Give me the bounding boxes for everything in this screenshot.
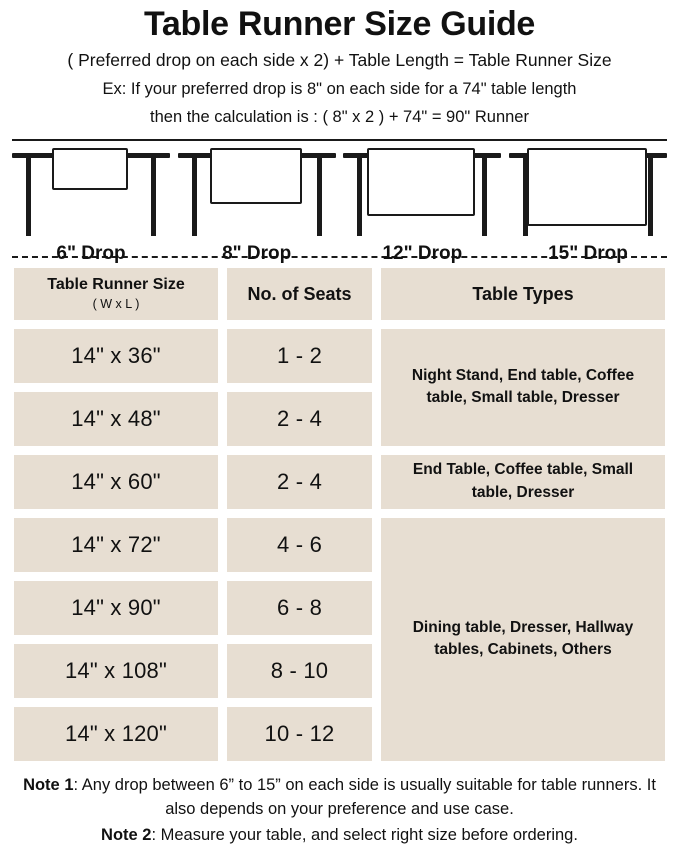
- table-unit-8in: [178, 141, 336, 241]
- size-guide-page: [0, 5, 679, 844]
- note-1-label: Note 1: [23, 775, 74, 794]
- table-unit-6in: [12, 141, 170, 241]
- table-row: 10 - 12: [227, 707, 372, 761]
- table-row: 14" x 108": [14, 644, 218, 698]
- note-2-text: : Measure your table, and select right size before ordering.: [151, 825, 578, 844]
- table-row: 1 - 2: [227, 329, 372, 383]
- table-row: 14" x 36": [14, 329, 218, 383]
- note-1-text: : Any drop between 6” to 15” on each side is usually suitable for table runners. It also depends on your preference and use case.: [73, 775, 656, 818]
- column-seats: [227, 268, 372, 770]
- notes: [10, 774, 669, 848]
- header-table-types: Table Types: [381, 268, 665, 320]
- table-types-group-3: Dining table, Dresser, Hallway tables, Cabinets, Others: [381, 518, 665, 761]
- header-runner-size-sub: ( W x L ): [92, 297, 140, 312]
- runner-shape-15in: [527, 148, 647, 226]
- table-row: 14" x 90": [14, 581, 218, 635]
- drop-diagram: [10, 141, 669, 264]
- column-runner-size: [14, 268, 218, 770]
- column-table-types: [381, 268, 665, 770]
- table-leg-right: [317, 158, 322, 236]
- table-row: 4 - 6: [227, 518, 372, 572]
- table-unit-15in: [509, 141, 667, 241]
- size-table: [10, 268, 669, 770]
- table-leg-right: [482, 158, 487, 236]
- table-types-group-2: End Table, Coffee table, Small table, Dresser: [381, 455, 665, 509]
- table-row: 2 - 4: [227, 455, 372, 509]
- example-line-2: then the calculation is : ( 8" x 2 ) + 74" = 90" Runner: [150, 108, 529, 127]
- drop-label-8in: 8" Drop: [222, 242, 292, 264]
- example-line-1: Ex: If your preferred drop is 8" on each side for a 74" table length: [102, 80, 577, 99]
- drop-label-12in: 12" Drop: [382, 242, 463, 264]
- table-row: 8 - 10: [227, 644, 372, 698]
- page-title: Table Runner Size Guide: [143, 5, 536, 43]
- table-row: 2 - 4: [227, 392, 372, 446]
- runner-shape-8in: [210, 148, 302, 204]
- table-leg-left: [192, 158, 197, 236]
- formula-line: ( Preferred drop on each side x 2) + Table Length = Table Runner Size: [67, 50, 612, 71]
- header-runner-size-label: Table Runner Size: [47, 275, 185, 293]
- table-leg-left: [26, 158, 31, 236]
- runner-shape-12in: [367, 148, 475, 216]
- runner-shape-6in: [52, 148, 128, 190]
- table-row: 14" x 48": [14, 392, 218, 446]
- diagram-tables: [10, 141, 669, 241]
- note-2-label: Note 2: [101, 825, 152, 844]
- header-runner-size: [14, 268, 218, 320]
- table-leg-right: [151, 158, 156, 236]
- table-unit-12in: [343, 141, 501, 241]
- table-row: 14" x 120": [14, 707, 218, 761]
- header-seats: No. of Seats: [227, 268, 372, 320]
- table-types-group-1: Night Stand, End table, Coffee table, Small table, Dresser: [381, 329, 665, 446]
- table-row: 14" x 60": [14, 455, 218, 509]
- table-leg-left: [357, 158, 362, 236]
- drop-labels: [10, 243, 669, 265]
- note-2: [16, 824, 663, 848]
- table-leg-right: [648, 158, 653, 236]
- drop-label-6in: 6" Drop: [56, 242, 126, 264]
- table-row: 6 - 8: [227, 581, 372, 635]
- note-1: [16, 774, 663, 822]
- drop-label-15in: 15" Drop: [548, 242, 628, 264]
- table-row: 14" x 72": [14, 518, 218, 572]
